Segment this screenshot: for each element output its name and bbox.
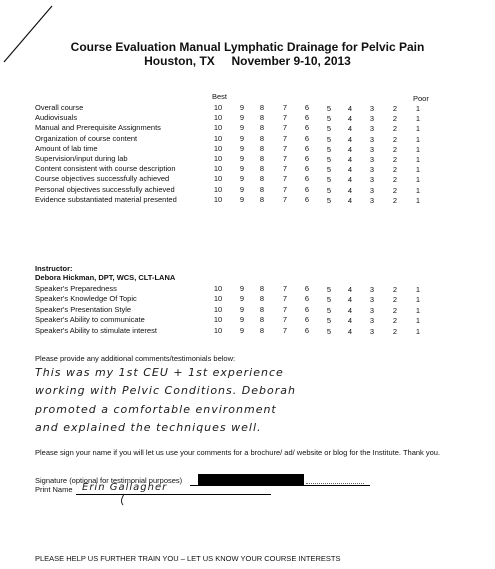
rating-option[interactable]: 8 xyxy=(259,113,265,123)
poor-label: Poor xyxy=(413,94,429,103)
rating-option[interactable]: 3 xyxy=(369,285,375,294)
rating-option[interactable]: 3 xyxy=(369,165,375,175)
rating-option[interactable]: 7 xyxy=(282,113,288,123)
rating-option[interactable]: 10 xyxy=(213,164,223,174)
rating-option[interactable]: 9 xyxy=(239,294,245,304)
rating-option[interactable]: 10 xyxy=(213,103,223,112)
rating-option[interactable]: 1 xyxy=(415,295,421,305)
rating-option[interactable]: 1 xyxy=(415,195,421,205)
speaker-item-label: Speaker's Presentation Style xyxy=(35,304,132,314)
rating-option[interactable]: 8 xyxy=(259,154,265,163)
rating-option[interactable]: 5 xyxy=(326,144,332,154)
rating-option[interactable]: 9 xyxy=(239,164,245,174)
rating-option[interactable]: 7 xyxy=(282,174,288,184)
signature-label: Signature (optional for testimonial purposes) xyxy=(35,476,183,485)
rating-option[interactable]: 3 xyxy=(369,195,375,205)
rating-option[interactable]: 8 xyxy=(259,123,265,133)
course-item-label: Overall course xyxy=(35,103,84,112)
rating-option[interactable]: 10 xyxy=(213,133,223,143)
rating-option[interactable]: 5 xyxy=(326,104,332,113)
rating-option[interactable]: 1 xyxy=(415,114,421,124)
comments-prompt: Please provide any additional comments/testimonials below: xyxy=(35,354,236,363)
rating-option[interactable]: 1 xyxy=(415,165,421,175)
rating-option[interactable]: 8 xyxy=(259,304,265,314)
rating-option[interactable]: 8 xyxy=(259,325,265,335)
rating-option[interactable]: 2 xyxy=(392,185,398,195)
rating-option[interactable]: 4 xyxy=(347,124,353,134)
rating-option[interactable]: 2 xyxy=(392,295,398,305)
rating-option[interactable]: 5 xyxy=(326,316,332,326)
rating-option[interactable]: 4 xyxy=(347,195,353,205)
rating-option[interactable]: 7 xyxy=(282,315,288,325)
rating-option[interactable]: 2 xyxy=(392,326,398,336)
rating-option[interactable]: 8 xyxy=(259,164,265,174)
rating-option[interactable]: 1 xyxy=(415,134,421,144)
rating-option[interactable]: 10 xyxy=(213,294,223,304)
rating-option[interactable]: 6 xyxy=(304,194,310,204)
rating-option[interactable]: 8 xyxy=(259,103,265,112)
rating-option[interactable]: 5 xyxy=(326,155,332,164)
rating-option[interactable]: 2 xyxy=(392,316,398,326)
rating-option[interactable]: 7 xyxy=(282,304,288,314)
rating-option[interactable]: 5 xyxy=(326,185,332,195)
handwritten-comment-line: promoted a comfortable environment xyxy=(35,403,277,416)
rating-option[interactable]: 7 xyxy=(282,294,288,304)
rating-option[interactable]: 10 xyxy=(213,315,223,325)
rating-option[interactable]: 3 xyxy=(369,144,375,154)
rating-option[interactable]: 7 xyxy=(282,123,288,133)
rating-option[interactable]: 9 xyxy=(239,123,245,133)
signature-line xyxy=(190,485,370,486)
rating-option[interactable]: 10 xyxy=(213,143,223,153)
rating-option[interactable]: 9 xyxy=(239,315,245,325)
rating-option[interactable]: 10 xyxy=(213,174,223,184)
rating-option[interactable]: 7 xyxy=(282,194,288,204)
rating-option[interactable]: 6 xyxy=(304,325,310,335)
rating-option[interactable]: 8 xyxy=(259,143,265,153)
rating-option[interactable]: 5 xyxy=(326,165,332,175)
course-item-label: Amount of lab time xyxy=(35,143,98,153)
rating-option[interactable]: 5 xyxy=(326,195,332,205)
rating-option[interactable]: 6 xyxy=(304,174,310,184)
rating-option[interactable]: 5 xyxy=(326,124,332,134)
speaker-item-label: Speaker's Preparedness xyxy=(35,284,117,293)
rating-option[interactable]: 6 xyxy=(304,315,310,325)
rating-option[interactable]: 4 xyxy=(347,185,353,195)
rating-option[interactable]: 6 xyxy=(304,154,310,163)
speaker-item-label: Speaker's Ability to communicate xyxy=(35,315,145,325)
rating-option[interactable]: 9 xyxy=(239,143,245,153)
rating-option[interactable]: 6 xyxy=(304,133,310,143)
rating-option[interactable]: 6 xyxy=(304,143,310,153)
rating-option[interactable]: 4 xyxy=(347,144,353,154)
rating-option[interactable]: 9 xyxy=(239,325,245,335)
handwritten-comment-line: working with Pelvic Conditions. Deborah xyxy=(35,384,296,397)
rating-option[interactable]: 6 xyxy=(304,304,310,314)
rating-option[interactable]: 3 xyxy=(369,326,375,336)
rating-option[interactable]: 2 xyxy=(392,104,398,113)
rating-option[interactable]: 3 xyxy=(369,305,375,315)
rating-option[interactable]: 5 xyxy=(326,326,332,336)
rating-option[interactable]: 4 xyxy=(347,326,353,336)
rating-option[interactable]: 9 xyxy=(239,284,245,293)
rating-option[interactable]: 6 xyxy=(304,284,310,293)
rating-option[interactable]: 6 xyxy=(304,113,310,123)
rating-option[interactable]: 7 xyxy=(282,143,288,153)
rating-option[interactable]: 3 xyxy=(369,316,375,326)
rating-option[interactable]: 1 xyxy=(415,185,421,195)
rating-option[interactable]: 4 xyxy=(347,155,353,164)
rating-option[interactable]: 4 xyxy=(347,175,353,185)
rating-option[interactable]: 8 xyxy=(259,184,265,194)
rating-option[interactable]: 2 xyxy=(392,305,398,315)
rating-option[interactable]: 9 xyxy=(239,133,245,143)
rating-option[interactable]: 4 xyxy=(347,316,353,326)
rating-option[interactable]: 3 xyxy=(369,185,375,195)
permission-text: Please sign your name if you will let us use your comments for a brochure/ ad/ website or blog for the Institute. Thank you. xyxy=(35,448,441,457)
rating-option[interactable]: 4 xyxy=(347,114,353,124)
rating-option[interactable]: 10 xyxy=(213,123,223,133)
rating-option[interactable]: 2 xyxy=(392,134,398,144)
rating-option[interactable]: 1 xyxy=(415,104,421,113)
rating-option[interactable]: 8 xyxy=(259,133,265,143)
print-name-descender-mark xyxy=(118,493,130,507)
rating-option[interactable]: 3 xyxy=(369,124,375,134)
course-item-label: Evidence substantiated material presented xyxy=(35,194,177,204)
rating-option[interactable]: 3 xyxy=(369,104,375,113)
rating-option[interactable]: 8 xyxy=(259,294,265,304)
rating-option[interactable]: 3 xyxy=(369,134,375,144)
rating-option[interactable]: 2 xyxy=(392,165,398,175)
rating-option[interactable]: 9 xyxy=(239,103,245,112)
rating-option[interactable]: 9 xyxy=(239,174,245,184)
best-label: Best xyxy=(212,92,228,101)
rating-option[interactable]: 1 xyxy=(415,144,421,154)
rating-option[interactable]: 5 xyxy=(326,295,332,305)
rating-option[interactable]: 3 xyxy=(369,295,375,305)
rating-option[interactable]: 10 xyxy=(213,113,223,123)
rating-option[interactable]: 5 xyxy=(326,175,332,185)
print-name-value: Erin Gallagher xyxy=(82,482,168,493)
rating-option[interactable]: 6 xyxy=(304,294,310,304)
rating-option[interactable]: 8 xyxy=(259,174,265,184)
rating-option[interactable]: 4 xyxy=(347,165,353,175)
rating-option[interactable]: 4 xyxy=(347,295,353,305)
handwritten-comment-line: and explained the techniques well. xyxy=(35,421,262,434)
rating-option[interactable]: 2 xyxy=(392,114,398,124)
rating-option[interactable]: 4 xyxy=(347,305,353,315)
course-item-label: Audiovisuals xyxy=(35,113,78,123)
rating-option[interactable]: 8 xyxy=(259,284,265,293)
rating-option[interactable]: 9 xyxy=(239,113,245,123)
rating-option[interactable]: 7 xyxy=(282,164,288,174)
signature-redaction xyxy=(198,474,304,485)
rating-option[interactable]: 1 xyxy=(415,285,421,294)
print-name-label: Print Name xyxy=(35,485,73,494)
rating-option[interactable]: 1 xyxy=(415,305,421,315)
speaker-item-label: Speaker's Knowledge Of Topic xyxy=(35,294,137,304)
rating-option[interactable]: 1 xyxy=(415,316,421,326)
instructor-heading: Instructor: xyxy=(35,264,73,273)
rating-option[interactable]: 10 xyxy=(213,284,223,293)
course-item-label: Supervision/input during lab xyxy=(35,154,128,163)
instructor-name: Debora Hickman, DPT, WCS, CLT-LANA xyxy=(35,273,176,282)
course-item-label: Manual and Prerequisite Assignments xyxy=(35,123,161,133)
rating-option[interactable]: 2 xyxy=(392,285,398,294)
footer-text: PLEASE HELP US FURTHER TRAIN YOU – LET US KNOW YOUR COURSE INTERESTS xyxy=(35,554,341,563)
course-item-label: Personal objectives successfully achieved xyxy=(35,184,175,194)
rating-option[interactable]: 1 xyxy=(415,124,421,134)
rating-option[interactable]: 9 xyxy=(239,154,245,163)
rating-option[interactable]: 3 xyxy=(369,155,375,164)
rating-option[interactable]: 7 xyxy=(282,184,288,194)
rating-option[interactable]: 7 xyxy=(282,154,288,163)
rating-option[interactable]: 6 xyxy=(304,164,310,174)
rating-option[interactable]: 6 xyxy=(304,103,310,112)
rating-option[interactable]: 4 xyxy=(347,285,353,294)
print-name-line xyxy=(76,494,271,495)
form-title: Course Evaluation Manual Lymphatic Drainage for Pelvic Pain xyxy=(70,40,425,54)
rating-option[interactable]: 10 xyxy=(213,184,223,194)
form-subtitle: Houston, TX November 9-10, 2013 xyxy=(144,54,351,68)
rating-option[interactable]: 6 xyxy=(304,184,310,194)
rating-option[interactable]: 7 xyxy=(282,284,288,293)
rating-option[interactable]: 2 xyxy=(392,175,398,185)
rating-option[interactable]: 9 xyxy=(239,194,245,204)
rating-option[interactable]: 5 xyxy=(326,305,332,315)
handwritten-comment-line: This was my 1st CEU + 1st experience xyxy=(35,366,284,379)
rating-option[interactable]: 9 xyxy=(239,184,245,194)
rating-option[interactable]: 10 xyxy=(213,304,223,314)
rating-option[interactable]: 7 xyxy=(282,103,288,112)
rating-option[interactable]: 1 xyxy=(415,175,421,185)
speaker-item-label: Speaker's Ability to stimulate interest xyxy=(35,325,157,335)
rating-option[interactable]: 10 xyxy=(213,154,223,163)
rating-option[interactable]: 9 xyxy=(239,304,245,314)
rating-option[interactable]: 5 xyxy=(326,134,332,144)
rating-option[interactable]: 2 xyxy=(392,195,398,205)
rating-option[interactable]: 2 xyxy=(392,155,398,164)
rating-option[interactable]: 3 xyxy=(369,114,375,124)
rating-option[interactable]: 5 xyxy=(326,114,332,124)
rating-option[interactable]: 6 xyxy=(304,123,310,133)
course-item-label: Organization of course content xyxy=(35,133,138,143)
signature-scribble xyxy=(306,475,364,484)
rating-option[interactable]: 1 xyxy=(415,326,421,336)
rating-option[interactable]: 4 xyxy=(347,134,353,144)
rating-option[interactable]: 7 xyxy=(282,325,288,335)
rating-option[interactable]: 5 xyxy=(326,285,332,294)
rating-option[interactable]: 2 xyxy=(392,144,398,154)
rating-option[interactable]: 7 xyxy=(282,133,288,143)
course-item-label: Course objectives successfully achieved xyxy=(35,174,170,184)
rating-option[interactable]: 10 xyxy=(213,194,223,204)
rating-option[interactable]: 10 xyxy=(213,325,223,335)
rating-option[interactable]: 3 xyxy=(369,175,375,185)
rating-option[interactable]: 8 xyxy=(259,194,265,204)
course-item-label: Content consistent with course description xyxy=(35,164,176,174)
rating-option[interactable]: 4 xyxy=(347,104,353,113)
rating-option[interactable]: 8 xyxy=(259,315,265,325)
rating-option[interactable]: 2 xyxy=(392,124,398,134)
rating-option[interactable]: 1 xyxy=(415,155,421,164)
